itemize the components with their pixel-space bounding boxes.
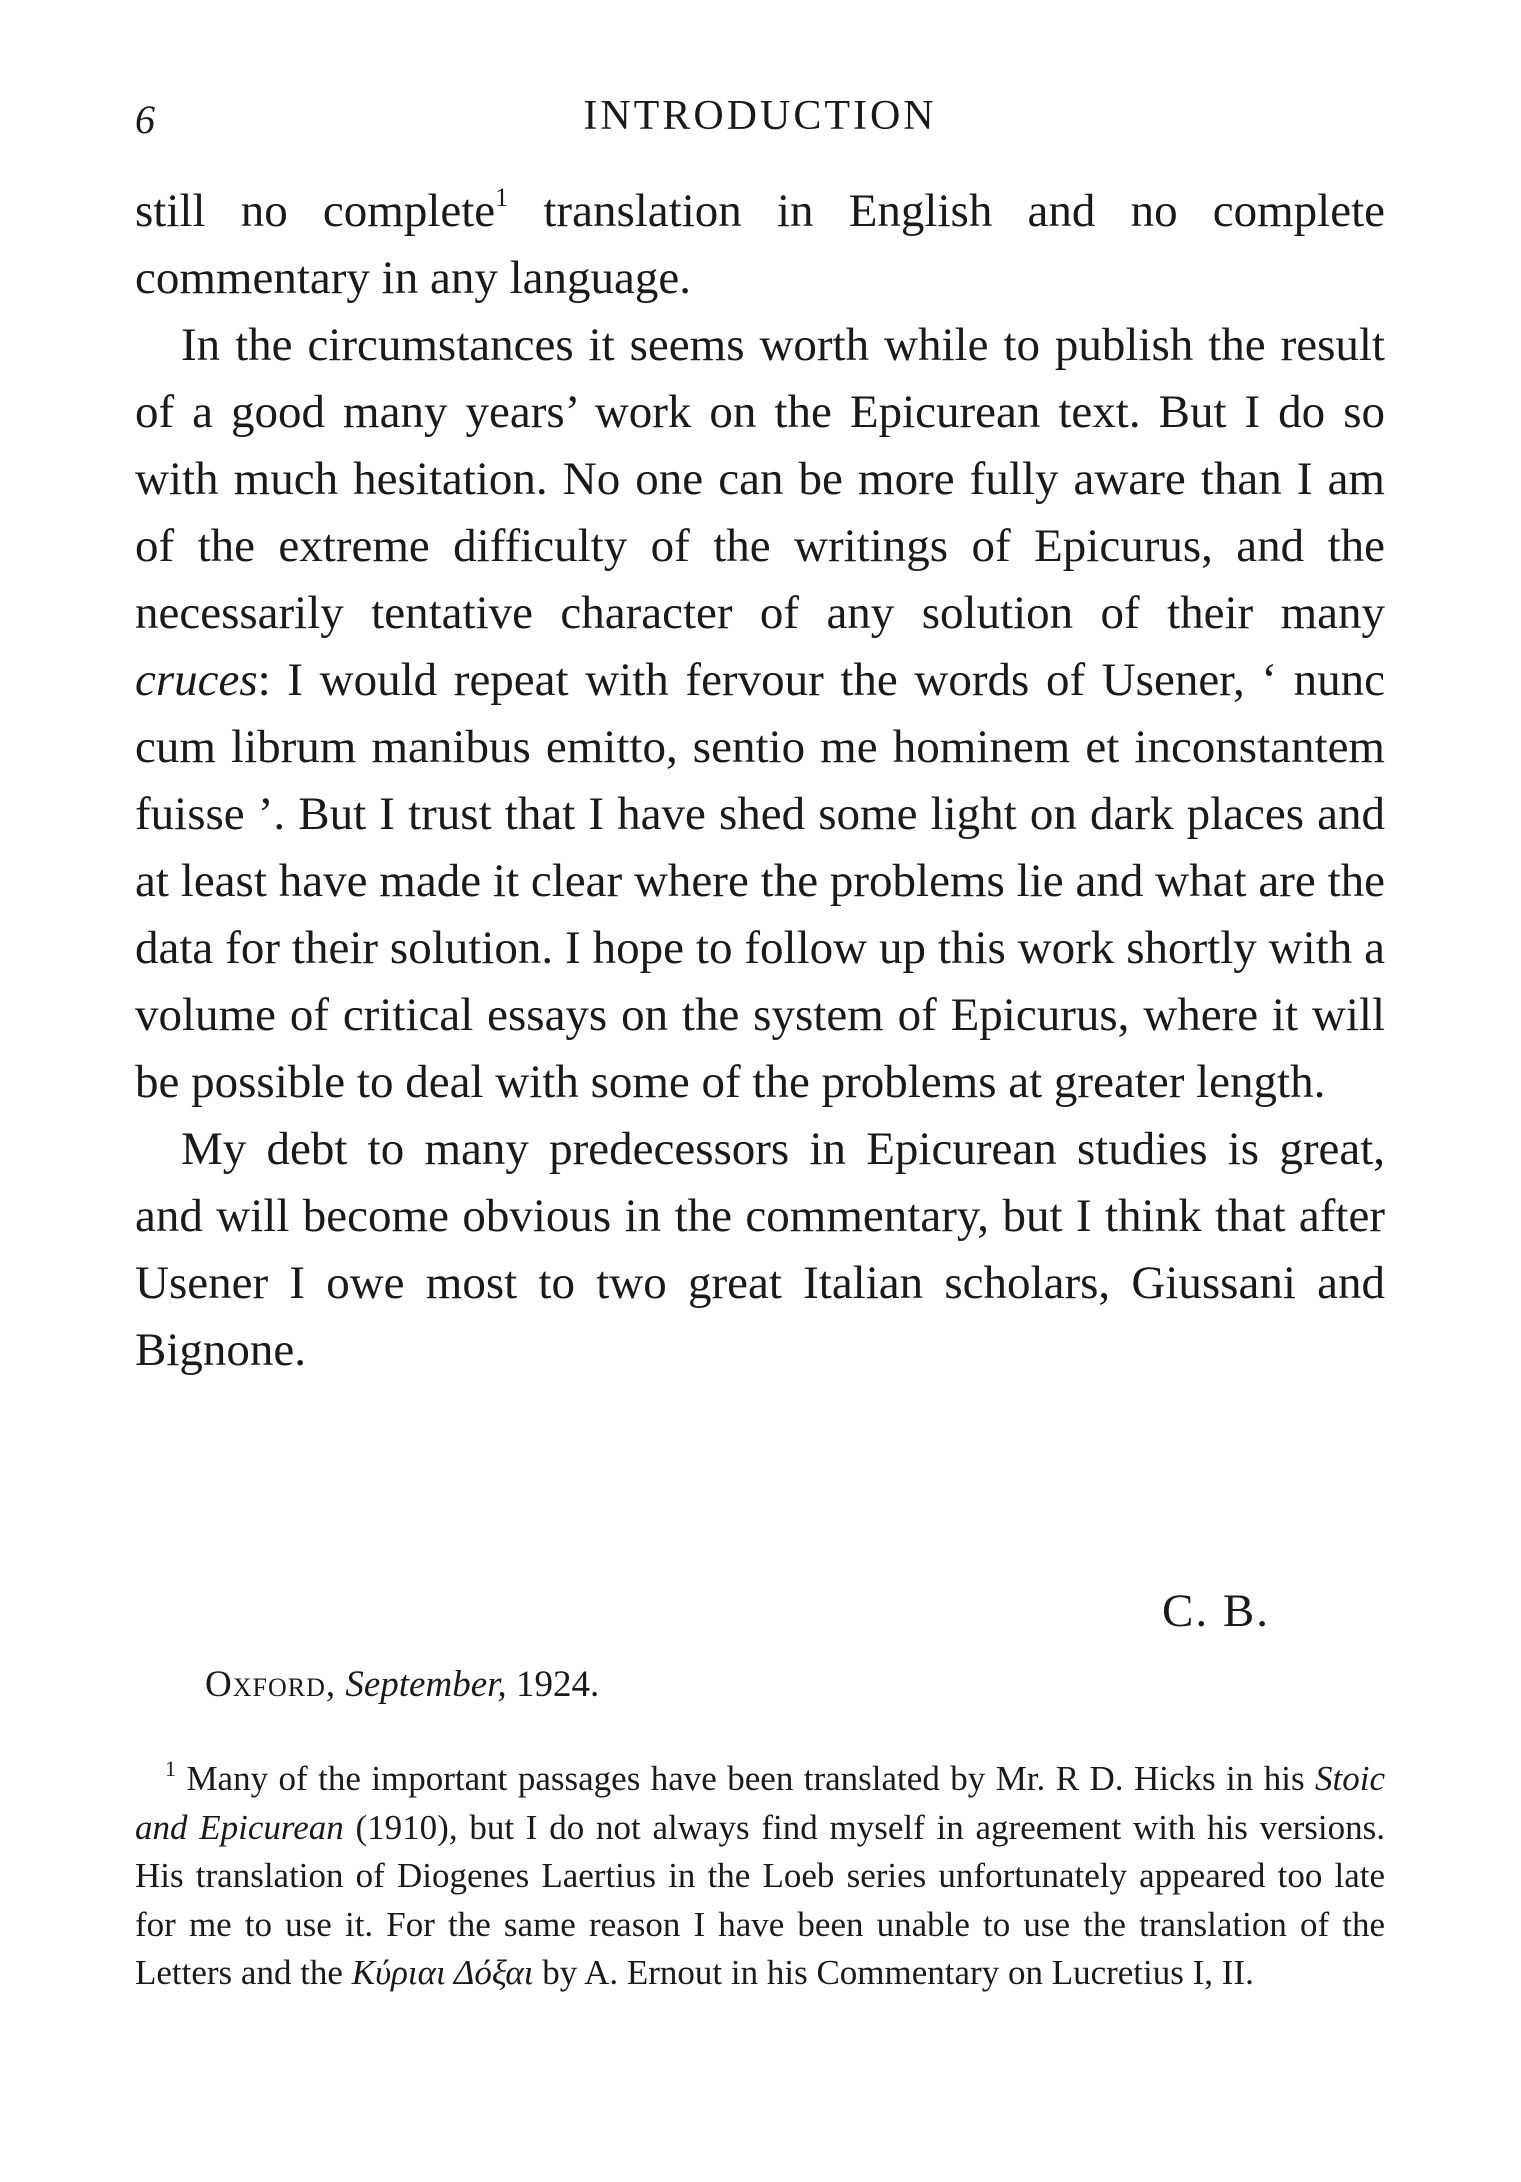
paragraph-1 bbox=[135, 178, 1385, 312]
paragraph-2 bbox=[135, 312, 1385, 1116]
paragraph-3: My debt to many predecessors in Epicurean studies is great, and will become obvious in the commentary, but I think that after Usener I owe most to two great Italian scholars, Giussani and Bignone. bbox=[135, 1123, 1385, 1376]
footnote-text-b: (1910), but I do not always find myself in agreement with his versions. His translation of Diogenes Laertius in the Loeb series unfortunately appeared too late for me to use it. For the same reason I have been unable to use the translation of the Letters and the bbox=[135, 1807, 1386, 1992]
author-initials: C. B. bbox=[1162, 1585, 1270, 1637]
footnote-italic-title: Stoic and Epicurean bbox=[135, 1759, 1385, 1847]
page-number: 6 bbox=[135, 97, 155, 142]
place-date-line bbox=[205, 1663, 599, 1706]
footnote bbox=[135, 1755, 1385, 1998]
paragraph-2-italic-term: cruces bbox=[135, 654, 258, 706]
place: Oxford, bbox=[205, 1664, 337, 1705]
month: September, bbox=[345, 1664, 507, 1705]
footnote-reference: 1 bbox=[495, 183, 509, 212]
running-head bbox=[135, 92, 1385, 152]
page-title: INTRODUCTION bbox=[583, 93, 937, 139]
paragraph-1-text-a: still no complete bbox=[135, 185, 496, 237]
footnote-text bbox=[135, 1755, 1385, 1998]
year: 1924. bbox=[515, 1664, 600, 1705]
paragraph-2-text-b: : I would repeat with fervour the words of Usener, ‘ nunc cum librum manibus emitto, sentio me hominem et inconstantem fuisse ’. But I trust that I have shed some light on dark places and at least have made it clear where the problems lie and what are the data for their solution. I hope to follow up this work shortly with a volume of critical essays on the system of Epicurus, where it will be possible to deal with some of the problems at greater length. bbox=[135, 654, 1385, 1108]
introduction-body bbox=[135, 178, 1385, 1384]
footnote-mark: 1 bbox=[165, 1756, 176, 1781]
footnote-text-c: by A. Ernout in his Commentary on Lucretius I, II. bbox=[542, 1953, 1254, 1992]
paragraph-2-text-a: In the circumstances it seems worth while to publish the result of a good many years’ work on the Epicurean text. But I do so with much hesitation. No one can be more fully aware than I am of the extreme difficulty of the writings of Epicurus, and the necessarily tentative character of any solution of their many bbox=[135, 319, 1385, 639]
footnote-text-a: Many of the important passages have been translated by Mr. R D. Hicks in his bbox=[186, 1759, 1305, 1798]
footnote-greek-title: Κύριαι Δόξαι bbox=[351, 1953, 534, 1992]
paragraph-1-text-b: translation in English and no complete commentary in any language. bbox=[135, 185, 1386, 304]
